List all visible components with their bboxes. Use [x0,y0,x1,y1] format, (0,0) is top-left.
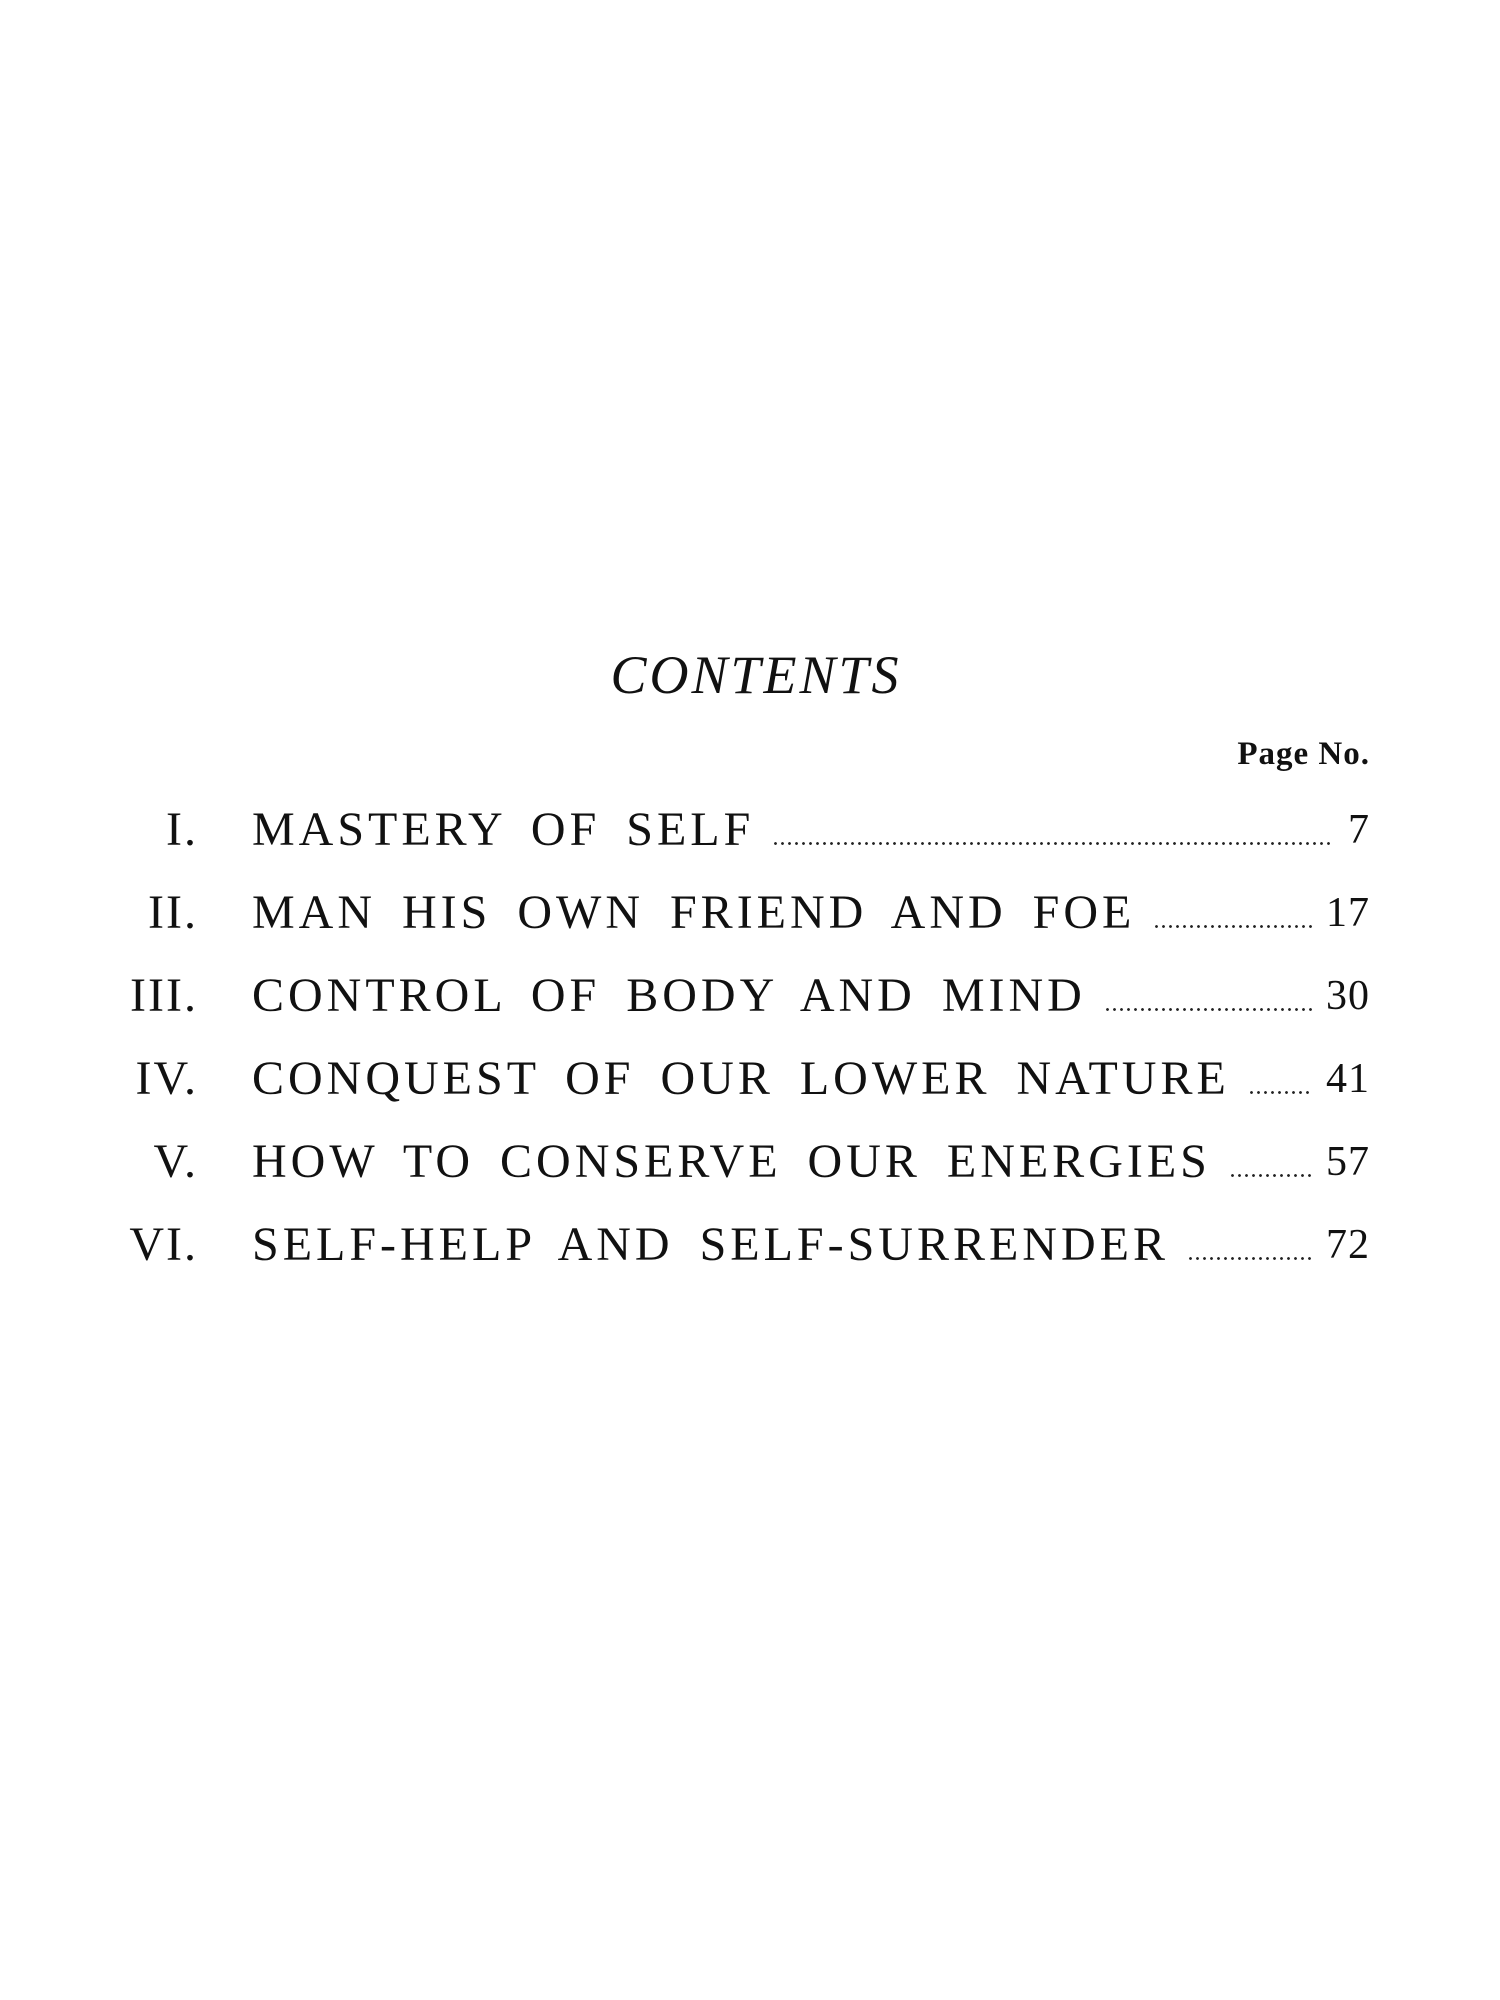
contents-heading: CONTENTS [610,645,902,705]
chapter-numeral: VI. [129,1218,198,1271]
toc-entry [0,1210,1500,1280]
toc-entry [0,1127,1500,1197]
chapter-numeral: V. [153,1135,198,1188]
dot-leader [1229,1127,1312,1197]
chapter-title: CONQUEST OF OUR LOWER NATURE [252,1052,1230,1105]
toc-entry [0,878,1500,948]
chapter-page-number: 41 [1326,1056,1370,1102]
toc-entry [0,795,1500,865]
chapter-page-number: 30 [1326,973,1370,1019]
chapter-title: MASTERY OF SELF [252,803,755,856]
chapter-title: MAN HIS OWN FRIEND AND FOE [252,886,1136,939]
chapter-title: HOW TO CONSERVE OUR ENERGIES [252,1135,1211,1188]
chapter-page-number: 17 [1326,890,1370,936]
dot-leader [1248,1044,1312,1114]
chapter-page-number: 7 [1348,807,1370,853]
chapter-numeral: IV. [135,1052,198,1105]
toc-entry [0,1044,1500,1114]
chapter-numeral: III. [130,969,198,1022]
chapter-title: CONTROL OF BODY AND MIND [252,969,1086,1022]
chapter-page-number: 57 [1326,1139,1370,1185]
chapter-page-number: 72 [1326,1222,1370,1268]
dot-leader [772,795,1334,865]
dot-leader [1104,961,1312,1031]
dot-leader [1153,878,1312,948]
dot-leader [1187,1210,1312,1280]
page-number-column-header: Page No. [1237,736,1370,772]
chapter-numeral: I. [166,803,198,856]
toc-entry [0,961,1500,1031]
chapter-title: SELF-HELP AND SELF-SURRENDER [252,1218,1169,1271]
chapter-numeral: II. [148,886,198,939]
